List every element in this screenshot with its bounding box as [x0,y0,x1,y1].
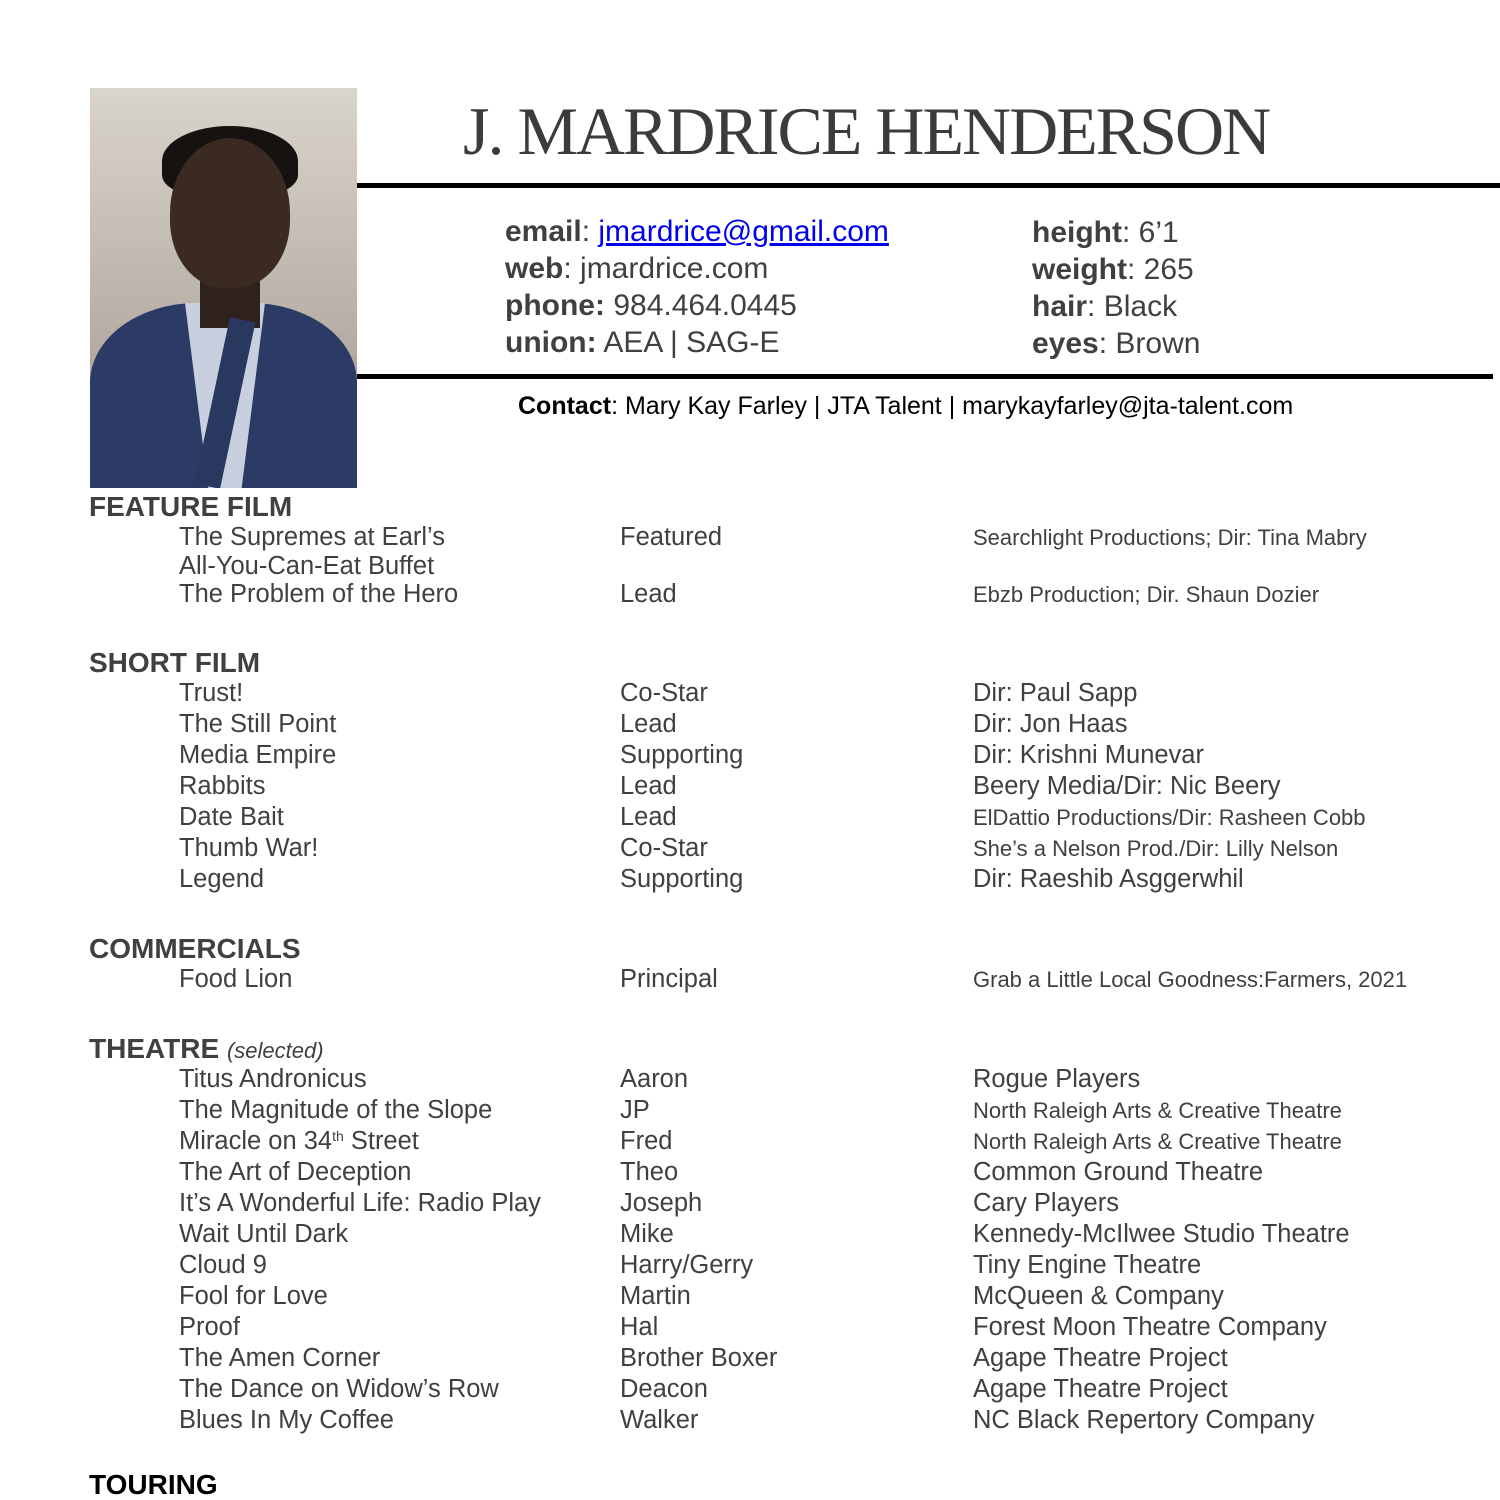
credit-row [89,1312,1489,1343]
credit-role: Brother Boxer [620,1344,778,1372]
credit-row [89,579,1489,610]
credit-row [89,1219,1489,1250]
title-text: The Art of Deception [179,1158,412,1186]
section-title: THEATRE [89,1033,220,1064]
credit-company: Beery Media/Dir: Nic Beery [973,772,1281,800]
credit-company: Dir: Jon Haas [973,710,1128,738]
title-text: Media Empire [179,741,337,769]
credit-role: Co-Star [620,679,708,707]
credit-role: Walker [620,1406,699,1434]
credit-row [89,1126,1489,1157]
credit-title [179,1405,394,1436]
credit-company: Ebzb Production; Dir. Shaun Dozier [973,582,1320,607]
credit-role: Theo [620,1158,679,1186]
credit-title [179,678,243,709]
email-label: email [505,215,582,248]
email-link[interactable]: jmardrice@gmail.com [598,215,889,248]
eyes-label: eyes [1032,327,1099,360]
credit-row [89,1374,1489,1405]
section-touring [89,1470,1489,1500]
hair-label: hair [1032,290,1088,323]
credit-row [89,1250,1489,1281]
section-title: TOURING [89,1469,218,1500]
eyes-value: Brown [1115,327,1201,360]
credit-company: Common Ground Theatre [973,1158,1264,1186]
contact-label: Contact [518,392,612,420]
credit-company: Grab a Little Local Goodness:Farmers, 2021 [973,967,1408,992]
height-label: height [1032,216,1122,249]
divider-bottom [357,374,1493,379]
contact-info: email: jmardrice@gmail.com web: jmardrice.com phone: 984.464.0445 union: AEA | SAG-E [505,215,889,359]
credit-title [179,1250,267,1281]
credit-role: Mike [620,1220,674,1248]
section-title: SHORT FILM [89,647,261,678]
credit-row [89,802,1489,833]
credit-title [179,1312,240,1343]
credit-row [89,1095,1489,1126]
actor-name: J. MARDRICE HENDERSON [463,93,1270,169]
title-text: Proof [179,1313,240,1341]
credit-role: Lead [620,772,677,800]
credit-row [89,1281,1489,1312]
title-text: The Dance on Widow’s Row [179,1375,499,1403]
title-text: Fool for Love [179,1282,328,1310]
title-text: The Supremes at Earl’s [179,523,445,551]
section-heading [89,934,1489,964]
credit-company: Agape Theatre Project [973,1344,1228,1372]
credit-role: Lead [620,580,677,608]
credit-role: Fred [620,1127,673,1155]
credit-role: Principal [620,965,718,993]
credit-row [89,864,1489,895]
section-heading [89,1034,1489,1064]
title-text: The Problem of the Hero [179,580,459,608]
credit-title [179,1343,380,1374]
credit-row [89,709,1489,740]
credit-title [179,579,458,610]
credit-company: NC Black Repertory Company [973,1406,1315,1434]
credit-role: Hal [620,1313,659,1341]
credit-company: ElDattio Productions/Dir: Rasheen Cobb [973,805,1366,830]
credit-company: Agape Theatre Project [973,1375,1228,1403]
credit-row [89,678,1489,709]
title-text: Trust! [179,679,244,707]
credit-title [179,1188,541,1219]
union-label: union: [505,326,597,359]
credit-company: North Raleigh Arts & Creative Theatre [973,1129,1342,1154]
credit-company: Dir: Paul Sapp [973,679,1138,707]
credit-title [179,1126,419,1157]
credit-title [179,1281,328,1312]
title-text: The Amen Corner [179,1344,381,1372]
credit-title [179,964,292,995]
credit-row [89,1157,1489,1188]
agent-contact: Contact: Mary Kay Farley | JTA Talent | marykayfarley@jta-talent.com [518,392,1294,420]
section-title: FEATURE FILM [89,491,293,522]
credit-role: Supporting [620,741,744,769]
credit-role: Martin [620,1282,691,1310]
title-text: The Magnitude of the Slope [179,1096,493,1124]
credit-title [179,1219,348,1250]
divider-top [357,183,1500,188]
credit-title [179,833,318,864]
physical-stats: height: 6’1 weight: 265 hair: Black eyes: Brown [1032,216,1201,360]
credit-title [179,1095,492,1126]
title-text-line2: All-You-Can-Eat Buffet [179,552,435,580]
weight-value: 265 [1143,253,1194,286]
title-text: Blues In My Coffee [179,1406,394,1434]
credit-role: Harry/Gerry [620,1251,754,1279]
web-value: jmardrice.com [580,252,769,285]
credit-role: Co-Star [620,834,708,862]
title-text: The Still Point [179,710,337,738]
credit-row [89,1343,1489,1374]
web-label: web [505,252,564,285]
credit-company: Dir: Raeshib Asggerwhil [973,865,1244,893]
phone-label: phone: [505,289,605,322]
credit-title [179,1157,411,1188]
section-heading [89,492,1489,522]
height-value: 6’1 [1138,216,1179,249]
section-note: (selected) [226,1038,324,1063]
credit-row [89,771,1489,802]
credit-company: Forest Moon Theatre Company [973,1313,1327,1341]
title-text: Cloud 9 [179,1251,267,1279]
credit-company: Kennedy-McIlwee Studio Theatre [973,1220,1350,1248]
credit-title [179,1064,367,1095]
credit-title [179,740,336,771]
credit-company: Cary Players [973,1189,1119,1217]
title-text: It’s A Wonderful Life: Radio Play [179,1189,541,1217]
title-text: Titus Andronicus [179,1065,367,1093]
credit-role: Joseph [620,1189,703,1217]
weight-label: weight [1032,253,1127,286]
credit-company: Tiny Engine Theatre [973,1251,1202,1279]
credit-role: Lead [620,803,677,831]
credit-title [179,802,284,833]
title-text: Miracle on 34 [179,1127,333,1155]
title-text: Food Lion [179,965,293,993]
credit-title [179,1374,499,1405]
credit-company: Searchlight Productions; Dir: Tina Mabry [973,525,1367,550]
title-text: Rabbits [179,772,266,800]
title-text: Legend [179,865,265,893]
credit-role: Deacon [620,1375,708,1403]
credit-company: North Raleigh Arts & Creative Theatre [973,1098,1342,1123]
title-text: Date Bait [179,803,284,831]
credit-role: Lead [620,710,677,738]
credit-role: Aaron [620,1065,689,1093]
headshot-photo [90,88,357,488]
credit-row [89,1188,1489,1219]
section-feature-film [89,492,1489,610]
credit-company: She’s a Nelson Prod./Dir: Lilly Nelson [973,836,1339,861]
section-title: COMMERCIALS [89,933,301,964]
credit-company: Dir: Krishni Munevar [973,741,1204,769]
section-short-film [89,648,1489,895]
section-theatre [89,1034,1489,1436]
contact-value: Mary Kay Farley | JTA Talent | marykayfarley@jta-talent.com [624,392,1294,420]
credit-row [89,1405,1489,1436]
title-text: Wait Until Dark [179,1220,349,1248]
title-superscript: th [332,1128,344,1144]
credit-role: Supporting [620,865,744,893]
credit-title [179,771,265,802]
credit-row [89,740,1489,771]
credit-role: JP [620,1096,650,1124]
section-commercials [89,934,1489,995]
credit-row [89,1064,1489,1095]
credit-company: McQueen & Company [973,1282,1224,1310]
credit-title [179,864,264,895]
credit-row [89,522,1489,579]
phone-value: 984.464.0445 [613,289,797,322]
section-heading [89,1470,1489,1500]
hair-value: Black [1103,290,1178,323]
credit-row [89,964,1489,995]
title-text-after: Street [343,1127,419,1155]
credit-role: Featured [620,523,723,551]
credit-row [89,833,1489,864]
section-heading [89,648,1489,678]
credit-title [179,523,445,581]
credit-title [179,709,336,740]
union-value: AEA | SAG-E [603,326,780,359]
credit-company: Rogue Players [973,1065,1141,1093]
title-text: Thumb War! [179,834,319,862]
